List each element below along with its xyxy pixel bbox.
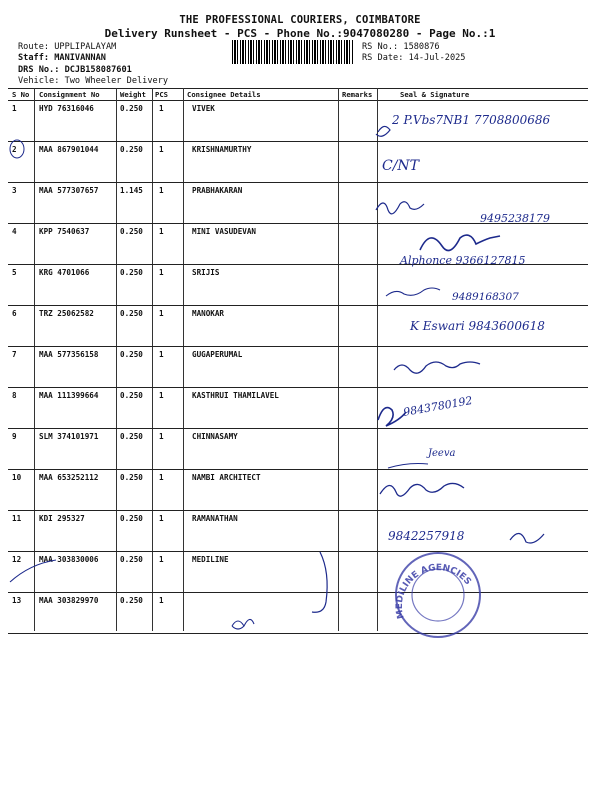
cell-weight: 0.250 xyxy=(120,596,143,605)
cell-consignment: KRG 4701066 xyxy=(39,268,90,277)
sig-row5: 9489168307 xyxy=(452,291,519,303)
cell-pcs: 1 xyxy=(159,432,164,441)
col-header-consignee: Consignee Details xyxy=(187,90,261,99)
cell-consignment: MAA 303829970 xyxy=(39,596,99,605)
cell-consignee: VIVEK xyxy=(192,104,215,113)
staff-label: Staff: MANIVANNAN xyxy=(18,53,106,63)
sig-row2: C/NT xyxy=(382,158,420,174)
col-header-signature: Seal & Signature xyxy=(400,90,470,99)
rs-number: RS No.: 1580876 xyxy=(362,42,440,52)
route-label: Route: UPPLIPALAYAM xyxy=(18,42,117,52)
cell-consignment: KPP 7540637 xyxy=(39,227,90,236)
cell-sno: 5 xyxy=(12,268,17,277)
cell-consignee: MINI VASUDEVAN xyxy=(192,227,257,236)
ink-stroke xyxy=(380,483,464,496)
cell-consignee: CHINNASAMY xyxy=(192,432,238,441)
ink-stroke xyxy=(376,126,390,136)
cell-consignee: NAMBI ARCHITECT xyxy=(192,473,261,482)
ink-stroke xyxy=(378,408,406,426)
cell-weight: 0.250 xyxy=(120,391,143,400)
cell-pcs: 1 xyxy=(159,186,164,195)
cell-consignment: KDI 295327 xyxy=(39,514,85,523)
ink-stroke xyxy=(312,552,327,612)
cell-consignment: SLM 374101971 xyxy=(39,432,99,441)
cell-pcs: 1 xyxy=(159,268,164,277)
cell-consignee: RAMANATHAN xyxy=(192,514,238,523)
cell-weight: 0.250 xyxy=(120,268,143,277)
cell-pcs: 1 xyxy=(159,145,164,154)
cell-sno: 7 xyxy=(12,350,17,359)
cell-weight: 0.250 xyxy=(120,432,143,441)
cell-consignee: GUGAPERUMAL xyxy=(192,350,243,359)
cell-consignee: KRISHNAMURTHY xyxy=(192,145,252,154)
cell-weight: 0.250 xyxy=(120,350,143,359)
sig-row8: 9843780192 xyxy=(402,393,474,419)
cell-weight: 1.145 xyxy=(120,186,143,195)
cell-pcs: 1 xyxy=(159,309,164,318)
cell-pcs: 1 xyxy=(159,473,164,482)
rs-date: RS Date: 14-Jul-2025 xyxy=(362,53,466,63)
sig-row9: Jeeva xyxy=(428,448,456,459)
cell-weight: 0.250 xyxy=(120,555,143,564)
cell-weight: 0.250 xyxy=(120,227,143,236)
cell-pcs: 1 xyxy=(159,227,164,236)
cell-pcs: 1 xyxy=(159,391,164,400)
runsheet-subtitle: Delivery Runsheet - PCS - Phone No.:9047080280 - Page No.:1 xyxy=(104,27,496,40)
sig-row11: 9842257918 xyxy=(388,529,465,543)
cell-sno: 6 xyxy=(12,309,17,318)
cell-sno: 10 xyxy=(12,473,22,482)
cell-consignee: MANOKAR xyxy=(192,309,225,318)
col-header-weight: Weight xyxy=(120,90,146,99)
ink-stroke xyxy=(10,560,56,582)
cell-weight: 0.250 xyxy=(120,104,143,113)
cell-consignee: KASTHRUI THAMILAVEL xyxy=(192,391,279,400)
sig-row6: K Eswari 9843600618 xyxy=(410,319,545,333)
ink-stroke xyxy=(388,464,428,469)
ink-stroke xyxy=(386,288,440,296)
cell-consignment: MAA 653252112 xyxy=(39,473,99,482)
sig-row3: 9495238179 xyxy=(480,212,550,225)
drs-number: DRS No.: DCJB158087601 xyxy=(18,65,132,75)
cell-sno: 4 xyxy=(12,227,17,236)
cell-sno: 9 xyxy=(12,432,17,441)
cell-consignee: SRIJIS xyxy=(192,268,220,277)
company-title: THE PROFESSIONAL COURIERS, COIMBATORE xyxy=(179,14,421,26)
vehicle-label: Vehicle: Two Wheeler Delivery xyxy=(18,76,169,86)
ink-stroke xyxy=(510,533,544,543)
sig-row4: Alphonce 9366127815 xyxy=(400,254,526,267)
cell-consignment: HYD 76316046 xyxy=(39,104,94,113)
cell-sno: 1 xyxy=(12,104,17,113)
cell-weight: 0.250 xyxy=(120,309,143,318)
ink-stroke xyxy=(394,362,480,373)
cell-sno: 12 xyxy=(12,555,22,564)
col-header-sno: S No xyxy=(12,90,30,99)
stamp-text: MEDILINE AGENCIES xyxy=(394,563,473,620)
ink-stroke xyxy=(232,619,254,629)
col-header-remarks: Remarks xyxy=(342,90,373,99)
cell-weight: 0.250 xyxy=(120,145,143,154)
ink-circle xyxy=(10,140,24,158)
cell-consignment: MAA 303830006 xyxy=(39,555,99,564)
cell-consignment: MAA 577356158 xyxy=(39,350,99,359)
cell-sno: 2 xyxy=(12,145,17,154)
ink-stroke xyxy=(376,202,424,214)
cell-consignment: MAA 111399664 xyxy=(39,391,99,400)
cell-consignment: TRZ 25062582 xyxy=(39,309,94,318)
cell-consignment: MAA 867901044 xyxy=(39,145,99,154)
col-header-pcs: PCS xyxy=(155,90,168,99)
cell-sno: 11 xyxy=(12,514,22,523)
col-header-consignment: Consignment No xyxy=(39,90,100,99)
cell-pcs: 1 xyxy=(159,104,164,113)
cell-weight: 0.250 xyxy=(120,473,143,482)
cell-sno: 3 xyxy=(12,186,17,195)
cell-pcs: 1 xyxy=(159,596,164,605)
cell-pcs: 1 xyxy=(159,514,164,523)
cell-consignee: PRABHAKARAN xyxy=(192,186,243,195)
cell-sno: 13 xyxy=(12,596,22,605)
cell-weight: 0.250 xyxy=(120,514,143,523)
ink-stroke xyxy=(420,235,500,250)
sig-row1: 2 P.Vbs7NB1 7708800686 xyxy=(392,113,551,127)
cell-pcs: 1 xyxy=(159,350,164,359)
cell-consignee: MEDILINE xyxy=(192,555,229,564)
cell-pcs: 1 xyxy=(159,555,164,564)
cell-consignment: MAA 577307657 xyxy=(39,186,99,195)
cell-sno: 8 xyxy=(12,391,17,400)
